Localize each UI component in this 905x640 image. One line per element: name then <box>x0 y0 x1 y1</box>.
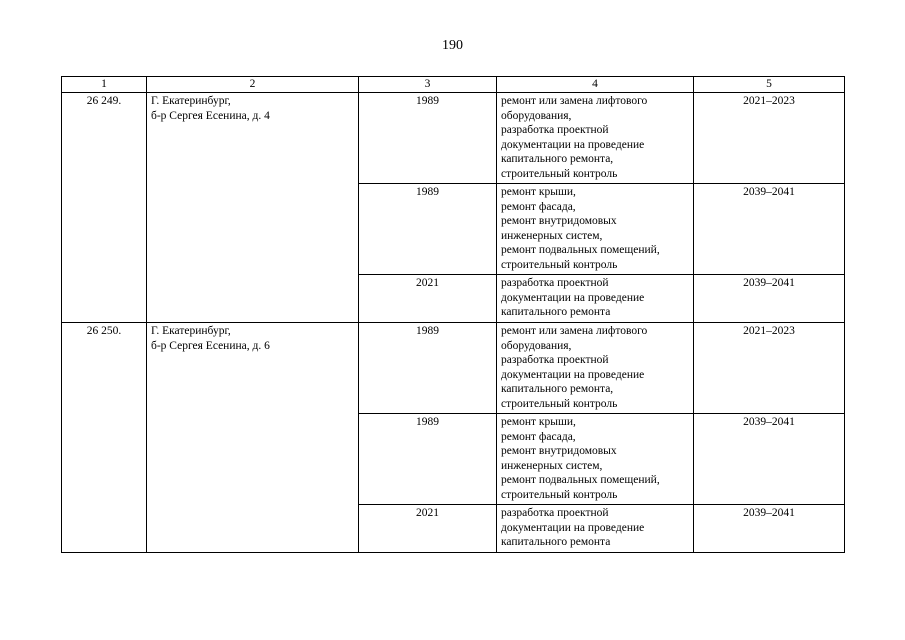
works-cell: ремонт или замена лифтового оборудования, разработка проектной документации на проведение капитального ремонта, строительный контроль <box>497 323 694 414</box>
period-cell: 2039–2041 <box>694 414 845 505</box>
period-cell: 2021–2023 <box>694 323 845 414</box>
page-number: 190 <box>442 38 463 53</box>
period-cell: 2021–2023 <box>694 93 845 184</box>
year-cell: 1989 <box>359 323 497 414</box>
entry-address <box>147 93 359 323</box>
entry-number: 26 250. <box>62 323 147 553</box>
period-cell: 2039–2041 <box>694 275 845 323</box>
column-header-2: 2 <box>147 77 359 93</box>
address-street: б-р Сергея Есенина, д. 4 <box>151 109 270 122</box>
works-cell: разработка проектной документации на проведение капитального ремонта <box>497 505 694 553</box>
column-header-3: 3 <box>359 77 497 93</box>
table-row <box>62 93 845 184</box>
year-cell: 2021 <box>359 275 497 323</box>
address-city: Г. Екатеринбург, <box>151 95 231 107</box>
column-header-4: 4 <box>497 77 694 93</box>
works-cell: ремонт крыши, ремонт фасада, ремонт внутридомовых инженерных систем, ремонт подвальных помещений, строительный контроль <box>497 414 694 505</box>
year-cell: 1989 <box>359 414 497 505</box>
period-cell: 2039–2041 <box>694 184 845 275</box>
column-header-5: 5 <box>694 77 845 93</box>
entry-number: 26 249. <box>62 93 147 323</box>
column-header-1: 1 <box>62 77 147 93</box>
table-row <box>62 323 845 414</box>
works-cell: ремонт или замена лифтового оборудования, разработка проектной документации на проведение капитального ремонта, строительный контроль <box>497 93 694 184</box>
works-cell: ремонт крыши, ремонт фасада, ремонт внутридомовых инженерных систем, ремонт подвальных помещений, строительный контроль <box>497 184 694 275</box>
year-cell: 1989 <box>359 184 497 275</box>
works-cell: разработка проектной документации на проведение капитального ремонта <box>497 275 694 323</box>
capital-repair-table <box>61 76 845 553</box>
year-cell: 1989 <box>359 93 497 184</box>
address-street: б-р Сергея Есенина, д. 6 <box>151 339 270 352</box>
table-header-row <box>62 77 845 93</box>
address-city: Г. Екатеринбург, <box>151 325 231 337</box>
period-cell: 2039–2041 <box>694 505 845 553</box>
year-cell: 2021 <box>359 505 497 553</box>
entry-address <box>147 323 359 553</box>
